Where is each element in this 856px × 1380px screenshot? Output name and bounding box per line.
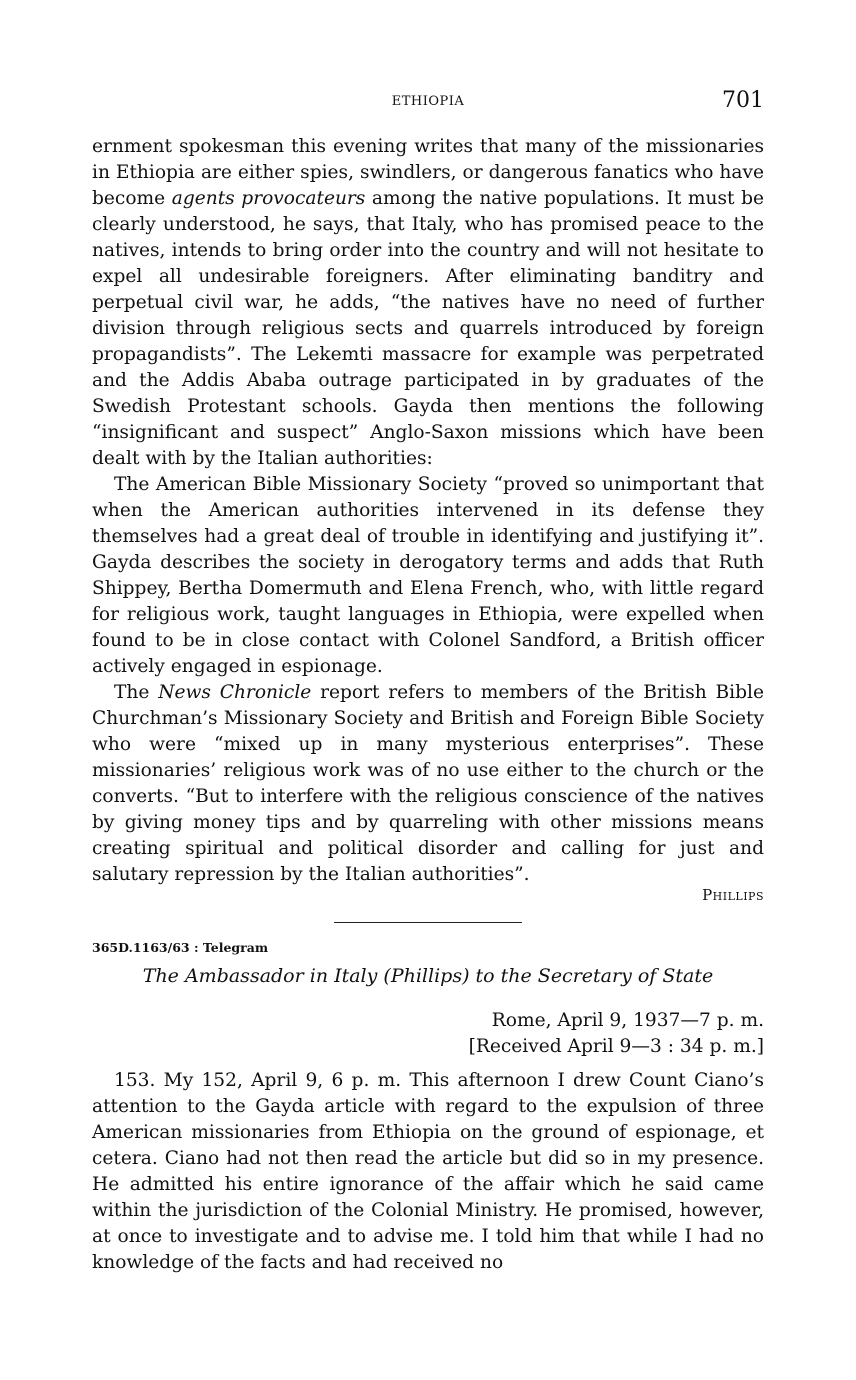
file-reference: 365D.1163/63 : Telegram [92, 940, 269, 955]
signature [702, 886, 764, 904]
article-text-block [92, 134, 764, 888]
paragraph-3-italic: News Chronicle [158, 682, 312, 703]
paragraph-2: The American Bible Missionary Society “proved so unimportant that when the American authorities intervened in its defense they themselves had a great deal of trouble in identifying and justifying it”. Gayda describes the society in derogatory terms and adds that Ruth Shippey, Bertha Domermuth and Elena French, who, with little regard for religious work, taught languages in Ethiopia, were expelled when found to be in close contact with Colonel Sandford, a British officer actively engaged in espionage. [92, 474, 764, 677]
running-head: ETHIOPIA [391, 94, 465, 109]
section-divider [334, 922, 522, 923]
dateline-received: [Received April 9—3 : 34 p. m.] [468, 1036, 764, 1057]
paragraph-1-text: ernment spokesman this evening writes that many of the missionaries in Ethiopia are either spies, swindlers, or dangerous fanatics who have become [92, 136, 764, 209]
title-part-2: ) to the Secretary of State [462, 965, 714, 987]
document-title [92, 962, 764, 990]
signature-text: Phillips [702, 886, 764, 904]
paragraph-4: 153. My 152, April 9, 6 p. m. This afternoon I drew Count Ciano’s attention to the Gayda article with regard to the expulsion of three American missionaries from Ethiopia on the ground of espionage, et cetera. Ciano had not then read the article but did so in my presence. He admitted his entire ignorance of the affair which he said came within the jurisdiction of the Colonial Ministry. He promised, however, at once to investigate and to advise me. I told him that while I had no knowledge of the facts and had received no [92, 1070, 764, 1273]
page-header [92, 88, 764, 118]
paragraph-3-rest: report refers to members of the British Bible Churchman’s Missionary Society and British and Foreign Bible Society who were “mixed up in many mysterious enterprises”. These missionaries’ religious work was of no use either to the church or the converts. “But to interfere with the religious conscience of the natives by giving money tips and by quarreling with other missions means creating spiritual and political disorder and calling for just and salutary repression by the Italian authorities”. [92, 682, 764, 885]
paragraph-3 [92, 680, 764, 888]
paragraph-1-italic: agents provocateurs [171, 188, 366, 209]
telegram-text-block [92, 1068, 764, 1276]
paragraph-1-rest: among the native populations. It must be clearly understood, he says, that Italy, who has promised peace to the natives, intends to bring order into the country and will not hesitate to expel all undesirable foreigners. After eliminating banditry and perpetual civil war, he adds, “the natives have no need of further division through religious sects and quarrels introduced by foreign propagandists”. The Lekemti massacre for example was perpetrated and the Addis Ababa outrage participated in by graduates of the Swedish Protestant schools. Gayda then mentions the following “insignificant and suspect” Anglo-Saxon missions which have been dealt with by the Italian authorities: [92, 188, 764, 469]
page-number: 701 [722, 88, 764, 113]
paragraph-1 [92, 134, 764, 472]
title-name: Phillips [390, 965, 463, 987]
dateline-sent: Rome, April 9, 1937—7 p. m. [491, 1010, 764, 1031]
title-part-1: The Ambassador in Italy ( [142, 965, 391, 987]
paragraph-3-start: The [114, 682, 159, 703]
